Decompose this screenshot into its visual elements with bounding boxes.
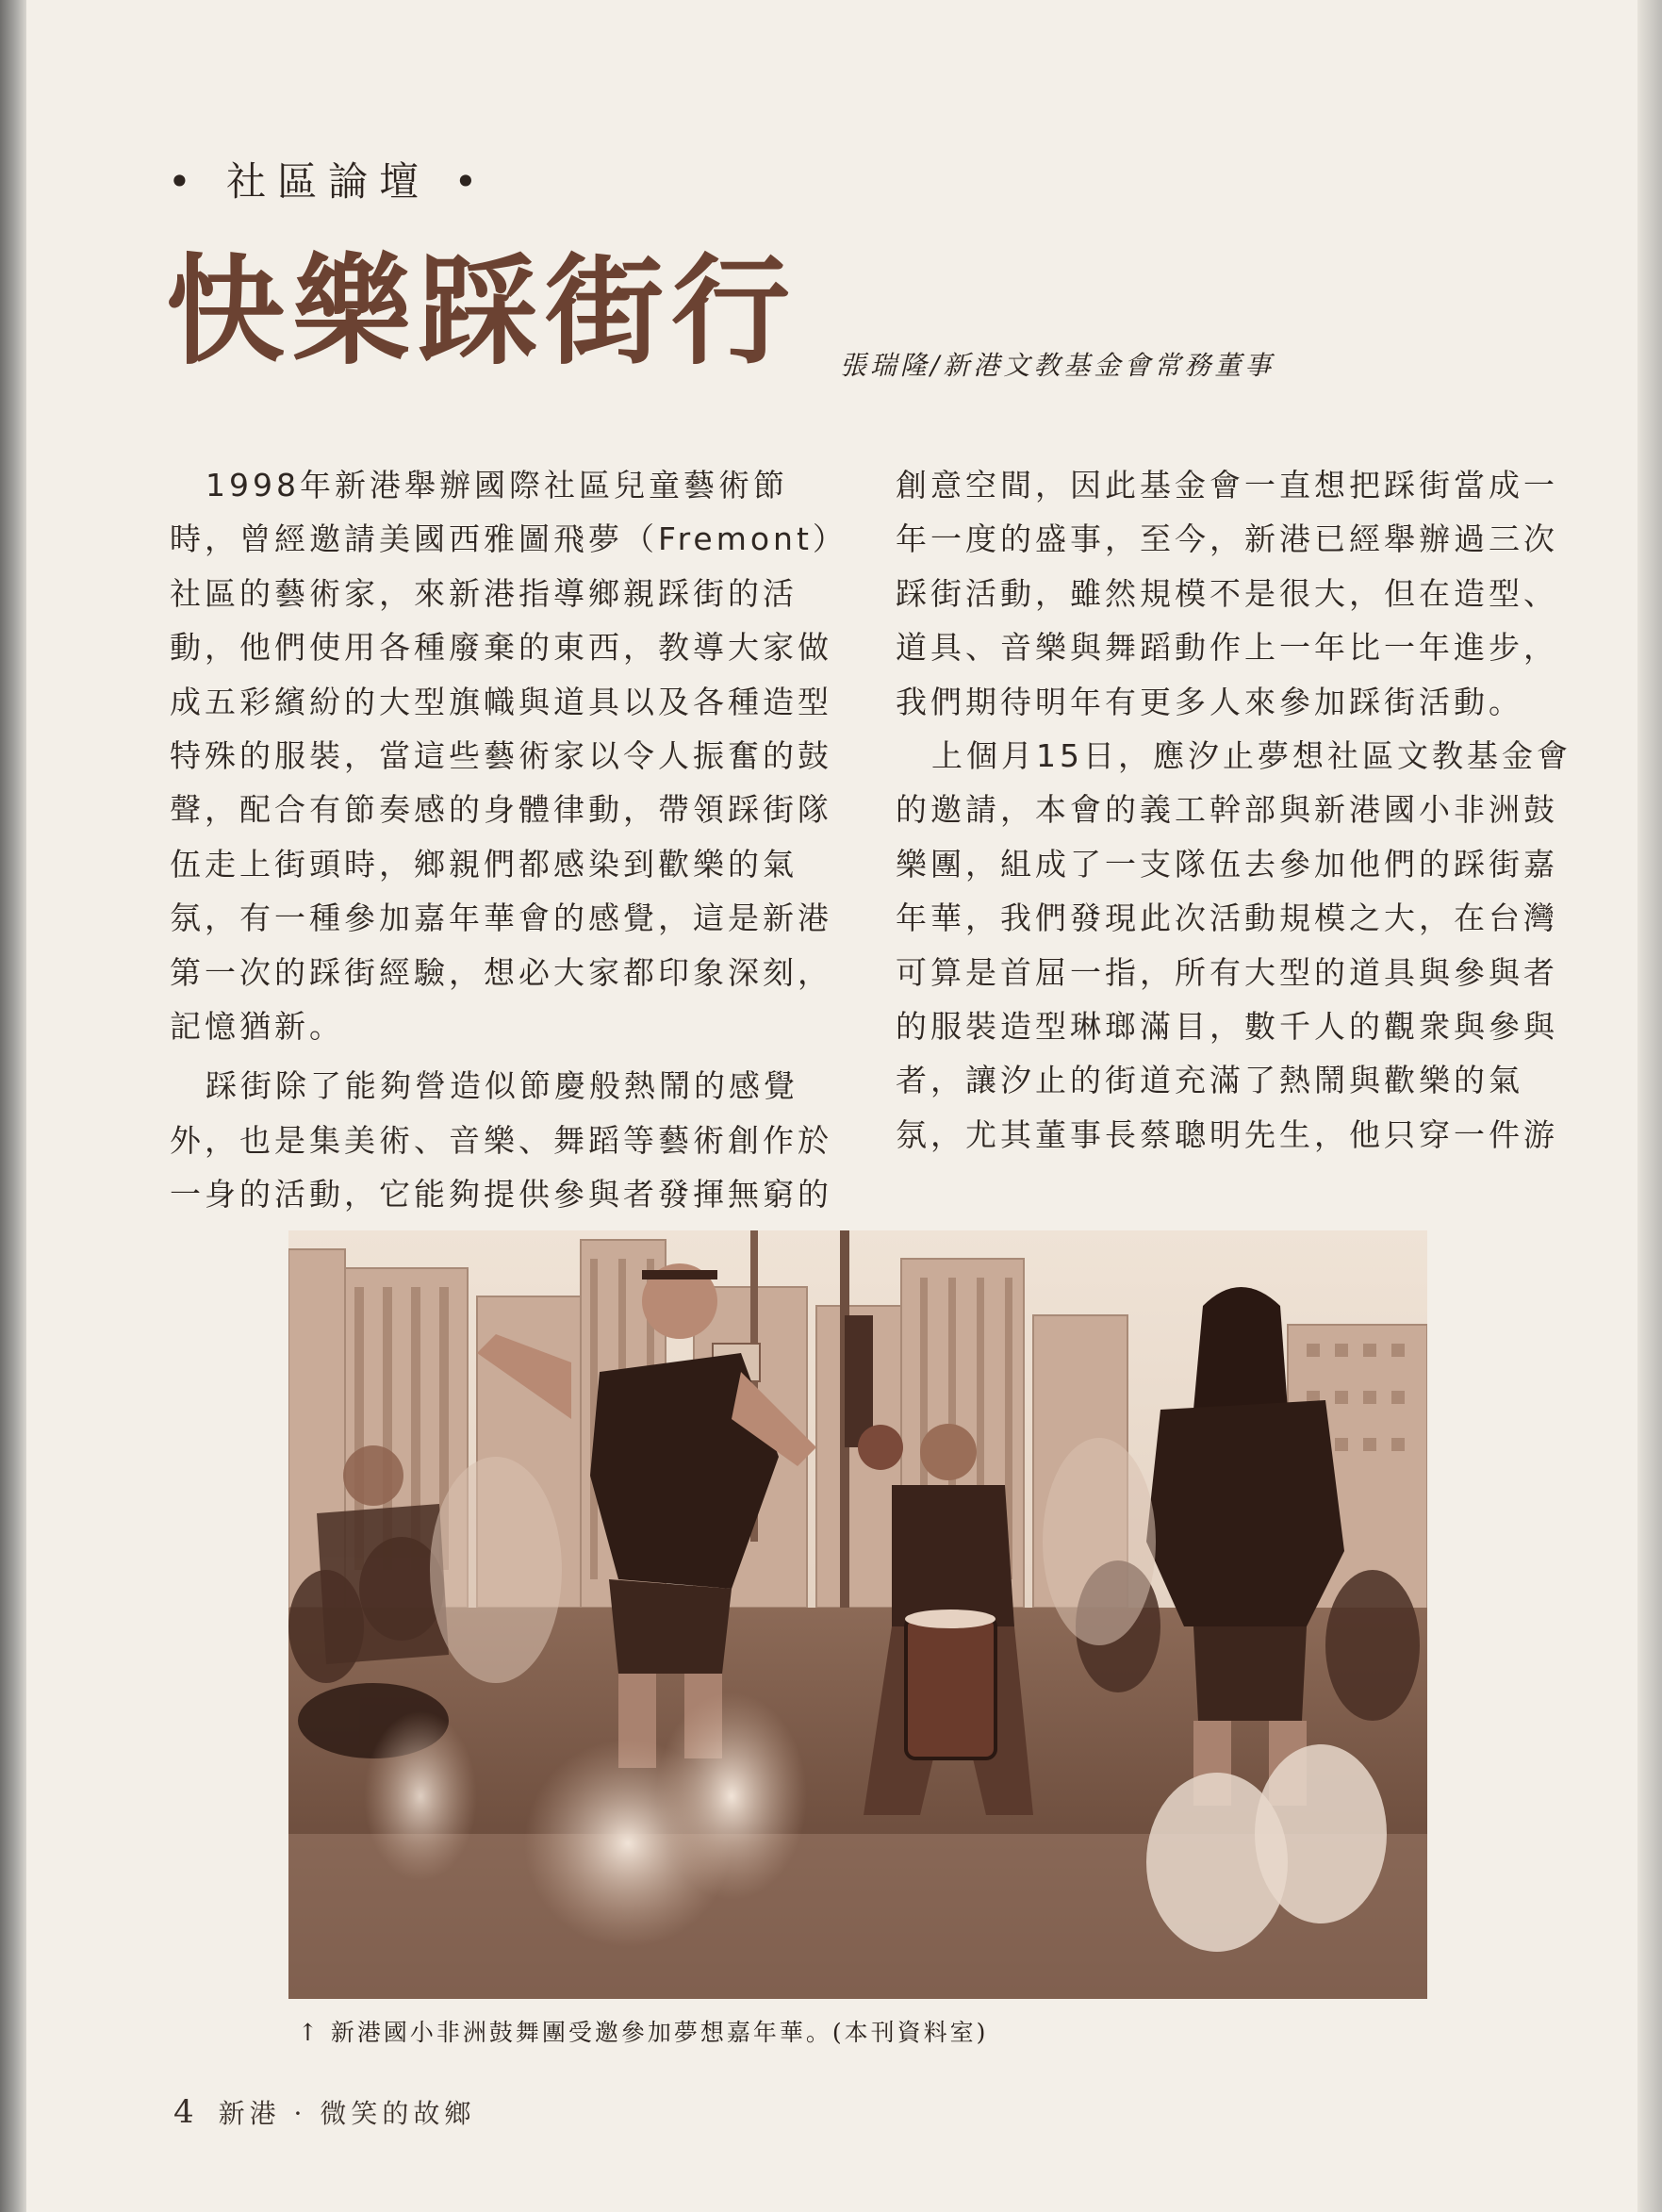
paragraph-continued: 創意空間，因此基金會一直想把踩街當成一年一度的盛事，至今，新港已經舉辦過三次踩街活動，雖然規模不是很大，但在造型、道具、音樂與舞蹈動作上一年比一年進步，我們期待明年有更多人來參加踩街活動。 bbox=[896, 467, 1558, 720]
publication-name: 新港 · 微笑的故鄉 bbox=[218, 2098, 476, 2129]
article-byline: 張瑞隆/新港文教基金會常務董事 bbox=[840, 350, 1275, 381]
article-title: 快樂踩街行 bbox=[166, 242, 798, 381]
page-footer bbox=[173, 2093, 475, 2131]
text-column-right bbox=[896, 458, 1576, 1162]
page-number: 4 bbox=[173, 2093, 194, 2131]
paragraph: 上個月15日，應汐止夢想社區文教基金會的邀請，本會的義工幹部與新港國小非洲鼓樂團，組成了一支隊伍去參加他們的踩街嘉年華，我們發現此次活動規模之大，在台灣可算是首屈一指，所有大型的道具與參與者的服裝造型琳瑯滿目，數千人的觀衆與參與者，讓汐止的街道充滿了熱鬧與歡樂的氣氛，尤其董事長蔡聰明先生，他只穿一件游 bbox=[896, 737, 1571, 1153]
drum-dancers-photo-illustration bbox=[288, 1230, 1427, 1999]
magazine-page bbox=[26, 0, 1662, 2212]
paragraph: 踩街除了能夠營造似節慶般熱鬧的感覺外，也是集美術、音樂、舞蹈等藝術創作於一身的活動，它能夠提供參與者發揮無窮的 bbox=[170, 1067, 832, 1213]
text-column-left bbox=[170, 458, 850, 1222]
page-edge bbox=[1637, 0, 1662, 2212]
page-binding-shadow bbox=[0, 0, 26, 2212]
photo-caption: ↑ 新港國小非洲鼓舞團受邀參加夢想嘉年華。(本刊資料室) bbox=[298, 2019, 989, 2046]
parade-photo bbox=[288, 1230, 1427, 1999]
section-label: • 社區論壇 • bbox=[168, 158, 489, 205]
paragraph: 1998年新港舉辦國際社區兒童藝術節時，曾經邀請美國西雅圖飛夢（Fremont）社區的藝術家，來新港指導鄉親踩街的活動，他們使用各種廢棄的東西，教導大家做成五彩繽紛的大型旗幟與道具以及各種造型特殊的服裝，當這些藝術家以令人振奮的鼓聲，配合有節奏感的身體律動，帶領踩街隊伍走上街頭時，鄉親們都感染到歡樂的氣氛，有一種參加嘉年華會的感覺，這是新港第一次的踩街經驗，想必大家都印象深刻，記憶猶新。 bbox=[170, 467, 847, 1046]
